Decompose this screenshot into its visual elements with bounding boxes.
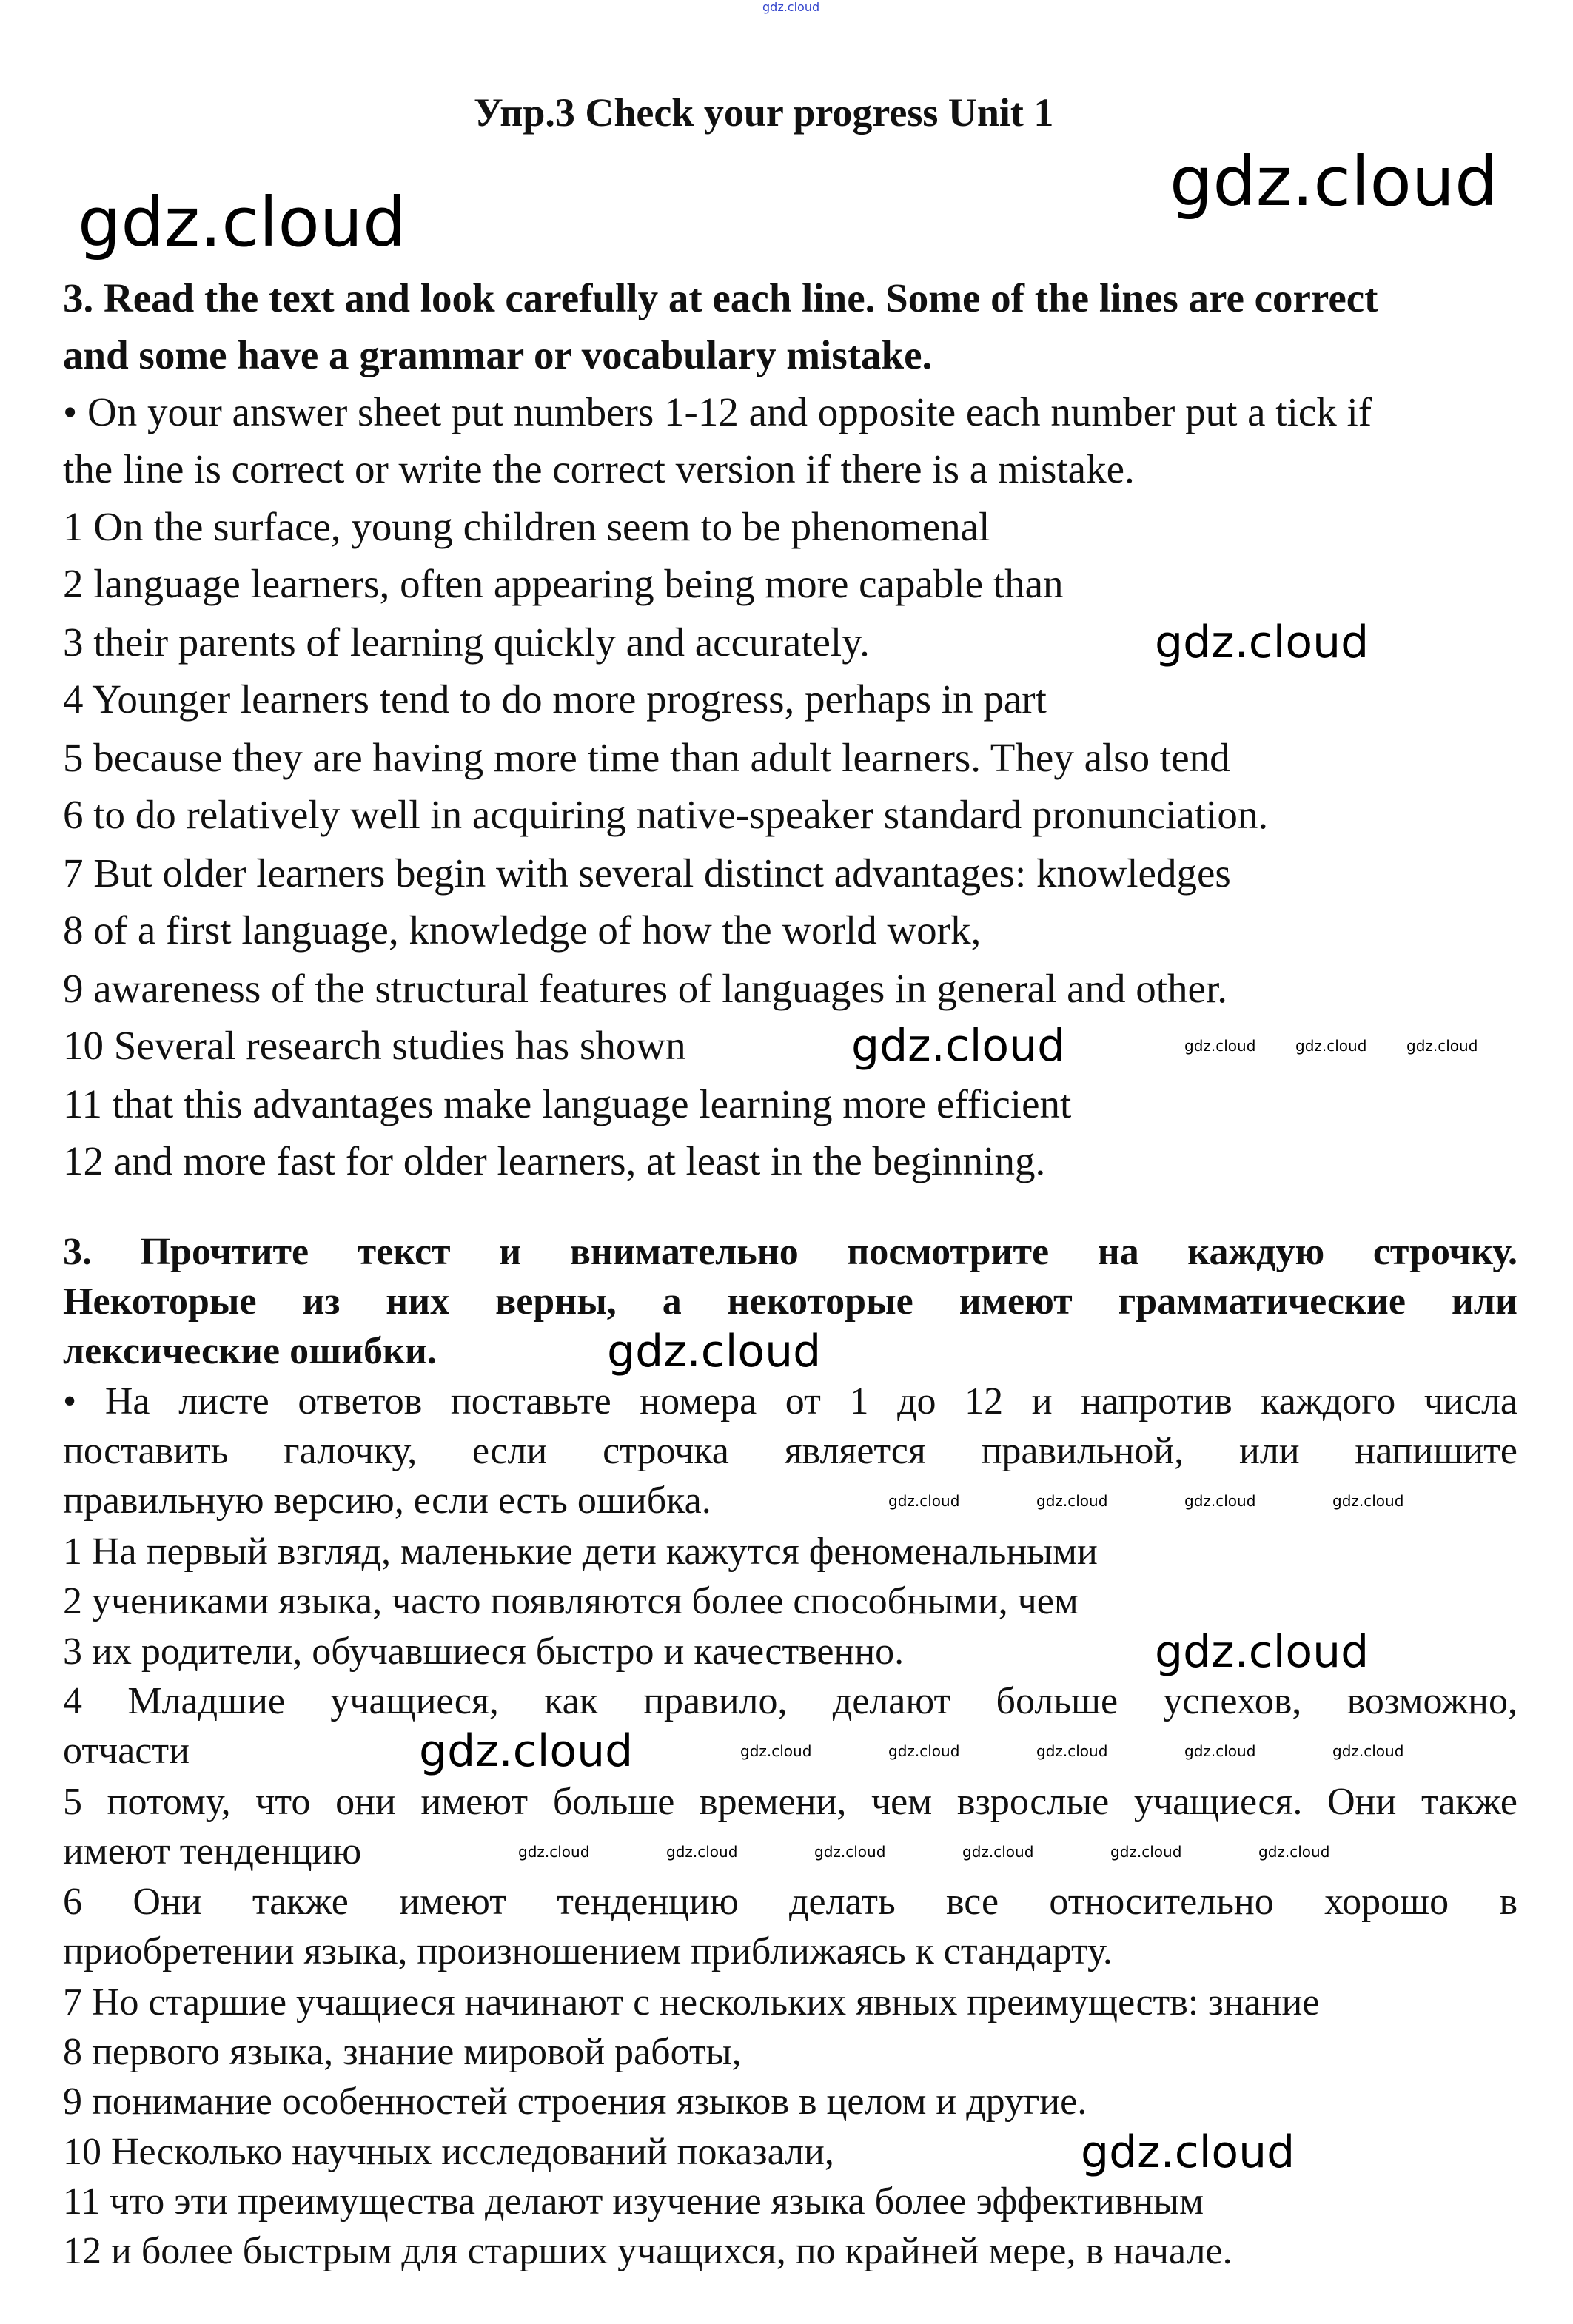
english-heading-line: 3. Read the text and look carefully at each line. Some of the lines are correct (63, 275, 1378, 320)
english-text-line: 10 Several research studies has shown (63, 1023, 686, 1068)
watermark-top: gdz.cloud (762, 0, 820, 14)
russian-text-line: отчасти (63, 1730, 190, 1772)
watermark-small: gdz.cloud (1406, 1037, 1478, 1055)
watermark-small: gdz.cloud (1332, 1742, 1404, 1760)
russian-text-line: приобретении языка, произношением приближаясь к стандарту. (63, 1930, 1113, 1972)
watermark-small: gdz.cloud (814, 1843, 886, 1861)
watermark: gdz.cloud (1081, 2126, 1295, 2178)
english-instruction-line: the line is correct or write the correct version if there is a mistake. (63, 446, 1135, 491)
watermark: gdz.cloud (851, 1020, 1066, 1072)
watermark-small: gdz.cloud (1332, 1492, 1404, 1510)
watermark-small: gdz.cloud (666, 1843, 738, 1861)
watermark-small: gdz.cloud (1036, 1492, 1108, 1510)
watermark-small: gdz.cloud (518, 1843, 590, 1861)
russian-text-line: имеют тенденцию (63, 1830, 362, 1873)
english-text-line: 5 because they are having more time than adult learners. They also tend (63, 735, 1230, 780)
english-text-line: 4 Younger learners tend to do more progress, perhaps in part (63, 676, 1047, 722)
russian-text-line: 9 понимание особенностей строения языков в целом и другие. (63, 2080, 1087, 2123)
watermark-small: gdz.cloud (888, 1742, 960, 1760)
russian-text-line: 6 Они также имеют тенденцию делать все относительно хорошо в (63, 1881, 1517, 1923)
watermark: gdz.cloud (1155, 1626, 1369, 1678)
watermark: gdz.cloud (1170, 142, 1498, 221)
english-instruction-line: • On your answer sheet put numbers 1-12 and opposite each number put a tick if (63, 389, 1372, 434)
watermark-small: gdz.cloud (1258, 1843, 1330, 1861)
watermark-small: gdz.cloud (1110, 1843, 1182, 1861)
russian-text-line: 4 Младшие учащиеся, как правило, делают больше успехов, возможно, (63, 1680, 1517, 1722)
watermark-small: gdz.cloud (962, 1843, 1034, 1861)
russian-text-line: 5 потому, что они имеют больше времени, чем взрослые учащиеся. Они также (63, 1781, 1517, 1823)
russian-text-line: 12 и более быстрым для старших учащихся, по крайней мере, в начале. (63, 2230, 1232, 2272)
english-text-line: 12 and more fast for older learners, at least in the beginning. (63, 1138, 1046, 1183)
watermark-small: gdz.cloud (1036, 1742, 1108, 1760)
english-text-line: 9 awareness of the structural features of languages in general and other. (63, 966, 1227, 1011)
russian-text-line: 2 учениками языка, часто появляются более способными, чем (63, 1580, 1079, 1622)
english-text-line: 1 On the surface, young children seem to be phenomenal (63, 504, 990, 549)
russian-text-line: 1 На первый взгляд, маленькие дети кажутся феноменальными (63, 1531, 1098, 1573)
russian-text-line: 10 Несколько научных исследований показали, (63, 2131, 834, 2173)
english-text-line: 8 of a first language, knowledge of how the world work, (63, 907, 982, 953)
english-text-line: 7 But older learners begin with several distinct advantages: knowledges (63, 850, 1231, 896)
russian-instruction-line: поставить галочку, если строчка является правильной, или напишите (63, 1430, 1517, 1472)
watermark: gdz.cloud (78, 183, 406, 262)
english-text-line: 11 that this advantages make language learning more efficient (63, 1081, 1072, 1126)
russian-heading-line: Некоторые из них верны, а некоторые имеют грамматические или (63, 1280, 1517, 1323)
watermark: gdz.cloud (1155, 617, 1369, 668)
english-text-line: 6 to do relatively well in acquiring native-speaker standard pronunciation. (63, 792, 1269, 837)
russian-heading-line: лексические ошибки. (63, 1330, 437, 1372)
russian-text-line: 8 первого языка, знание мировой работы, (63, 2031, 742, 2073)
russian-instruction-line: • На листе ответов поставьте номера от 1 до 12 и напротив каждого числа (63, 1380, 1517, 1423)
watermark-small: gdz.cloud (1184, 1037, 1256, 1055)
russian-instruction-line: правильную версию, если есть ошибка. (63, 1480, 711, 1522)
russian-heading-line: 3. Прочтите текст и внимательно посмотрите на каждую строчку. (63, 1231, 1517, 1273)
watermark: gdz.cloud (607, 1326, 822, 1377)
russian-text-line: 3 их родители, обучавшиеся быстро и качественно. (63, 1631, 905, 1673)
russian-text-line: 11 что эти преимущества делают изучение языка более эффективным (63, 2180, 1204, 2223)
russian-text-line: 7 Но старшие учащиеся начинают с нескольких явных преимуществ: знание (63, 1981, 1320, 2024)
watermark-small: gdz.cloud (740, 1742, 812, 1760)
page-title: Упр.3 Check your progress Unit 1 (474, 90, 1054, 135)
english-text-line: 3 their parents of learning quickly and accurately. (63, 619, 870, 665)
english-heading-line: and some have a grammar or vocabulary mistake. (63, 332, 933, 377)
watermark: gdz.cloud (419, 1725, 634, 1777)
watermark-small: gdz.cloud (888, 1492, 960, 1510)
watermark-small: gdz.cloud (1295, 1037, 1367, 1055)
watermark-small: gdz.cloud (1184, 1742, 1256, 1760)
watermark-small: gdz.cloud (1184, 1492, 1256, 1510)
english-text-line: 2 language learners, often appearing being more capable than (63, 561, 1064, 606)
